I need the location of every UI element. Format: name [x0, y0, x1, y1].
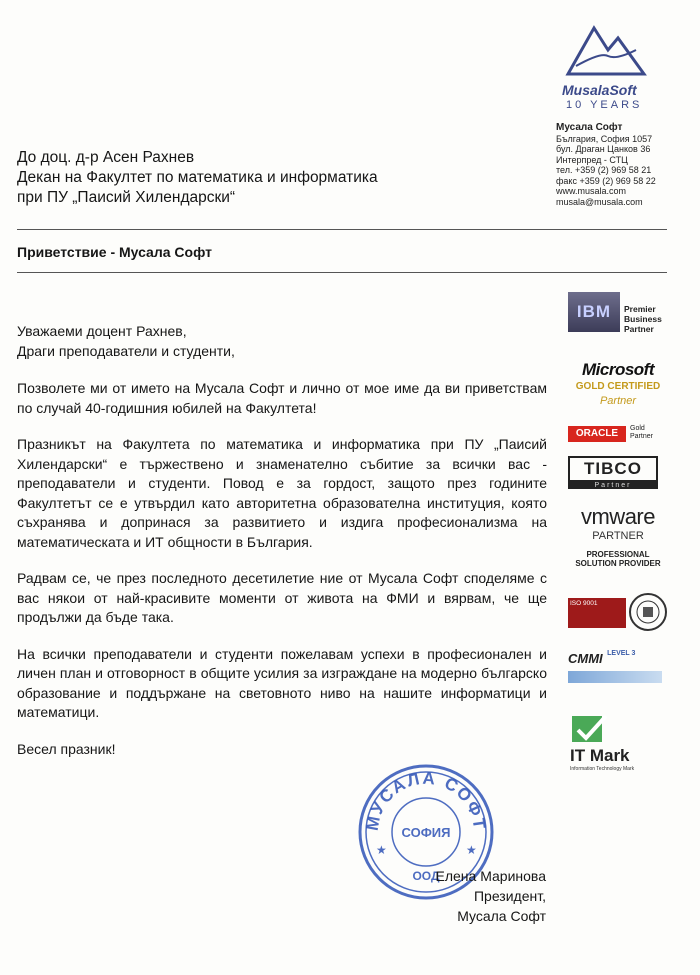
stamp-center-text: СОФИЯ	[401, 825, 451, 840]
recipient-line: До доц. д-р Асен Рахнев	[17, 149, 195, 166]
signature-name: Елена Маринова	[435, 868, 546, 884]
contact-line: България, София 1057	[556, 133, 653, 144]
divider	[17, 229, 667, 230]
vmware-partner-logo: vmware PARTNER PROFESSIONAL SOLUTION PROVIDER	[568, 504, 668, 574]
svg-text:★: ★	[466, 843, 477, 857]
recipient-line: при ПУ „Паисий Хилендарски“	[17, 189, 236, 206]
letter-body	[17, 322, 547, 759]
signature-block	[380, 866, 546, 926]
closing: Весел празник!	[17, 740, 116, 757]
oracle-icon: ORACLE	[568, 426, 626, 442]
ibm-icon: IBM	[568, 292, 620, 332]
ibm-partner-logo: IBM Premier Business Partner	[568, 292, 668, 342]
divider	[17, 272, 667, 273]
stamp-bottom-text: ООД	[412, 869, 440, 883]
salutation-line: Драги преподаватели и студенти,	[17, 342, 235, 359]
iso-certification-logo: ISO 9001	[568, 592, 668, 636]
contact-block	[556, 123, 686, 207]
paragraph: На всички преподаватели и студенти пожелавам успехи в професионален и личен план и отговорност в общите усилия за изграждане на модерно българско образование и поддържане на световното ниво на нашите информатици и математици.	[17, 645, 547, 720]
cmmi-logo: CMMI LEVEL 3	[568, 650, 668, 690]
paragraph: Празникът на Факултета по математика и информатика при ПУ „Паисий Хилендарски“ е тържествено и знаменателно събитие за всички вас - преподаватели и студенти. Повод е за гордост, защото през годините Факултетът се е утвърдил като авторитетна образователна институция, която съхранява и допринася за развитието и издига професионализма на математическата и ИТ общности в България.	[17, 436, 547, 550]
contact-line: Интерпред - СТЦ	[556, 154, 628, 165]
company-logo	[556, 22, 656, 112]
microsoft-wordmark: Microsoft	[582, 360, 654, 379]
microsoft-partner-logo: Microsoft GOLD CERTIFIED Partner	[568, 360, 668, 412]
logo-years: 10 YEARS	[566, 99, 643, 111]
svg-text:МУСАЛА СОФТ	[363, 769, 490, 832]
vmware-wordmark: vmware	[580, 504, 655, 529]
stamp-top-text: МУСАЛА СОФТ	[362, 768, 490, 833]
recipient-line: Декан на Факултет по математика и информатика	[17, 169, 378, 186]
tibco-partner-logo: TIBCO Partner	[568, 456, 658, 492]
checkmark-grid-icon	[572, 712, 612, 746]
it-mark-logo: IT Mark Information Technology Mark	[568, 712, 668, 772]
subject: Приветствие - Мусала Софт	[17, 244, 212, 260]
signature-company: Мусала Софт	[457, 908, 546, 924]
salutation-line: Уважаеми доцент Рахнев,	[17, 323, 187, 339]
bureau-veritas-seal-icon	[628, 592, 668, 632]
signature-title: Президент,	[473, 888, 546, 904]
paragraph: Радвам се, че през последното десетилетие ние от Мусала Софт споделяме с вас някои от най-красивите моменти от живота на ФМИ и вярвам, че ще продължи да бъде така.	[17, 570, 547, 625]
svg-text:★: ★	[376, 843, 387, 857]
contact-line: musala@musala.com	[556, 196, 643, 207]
logo-name: MusalaSoft	[562, 82, 637, 98]
it-mark-wordmark: IT Mark	[570, 746, 630, 765]
contact-line: факс +359 (2) 969 58 22	[556, 175, 656, 186]
mountain-logo-icon	[556, 22, 656, 82]
cmmi-wordmark: CMMI	[568, 651, 603, 666]
contact-line: бул. Драган Цанков 36	[556, 144, 651, 154]
oracle-partner-logo: ORACLE Gold Partner	[568, 424, 668, 446]
contact-line: тел. +359 (2) 969 58 21	[556, 165, 652, 175]
paragraph: Позволете ми от името на Мусала Софт и лично от мое име да ви приветствам по случай 40-годишния юбилей на Факултета!	[17, 380, 547, 416]
contact-company: Мусала Софт	[556, 122, 623, 133]
recipient-block	[17, 148, 537, 208]
tibco-wordmark: TIBCO	[568, 456, 658, 482]
contact-line: www.musala.com	[556, 186, 627, 196]
